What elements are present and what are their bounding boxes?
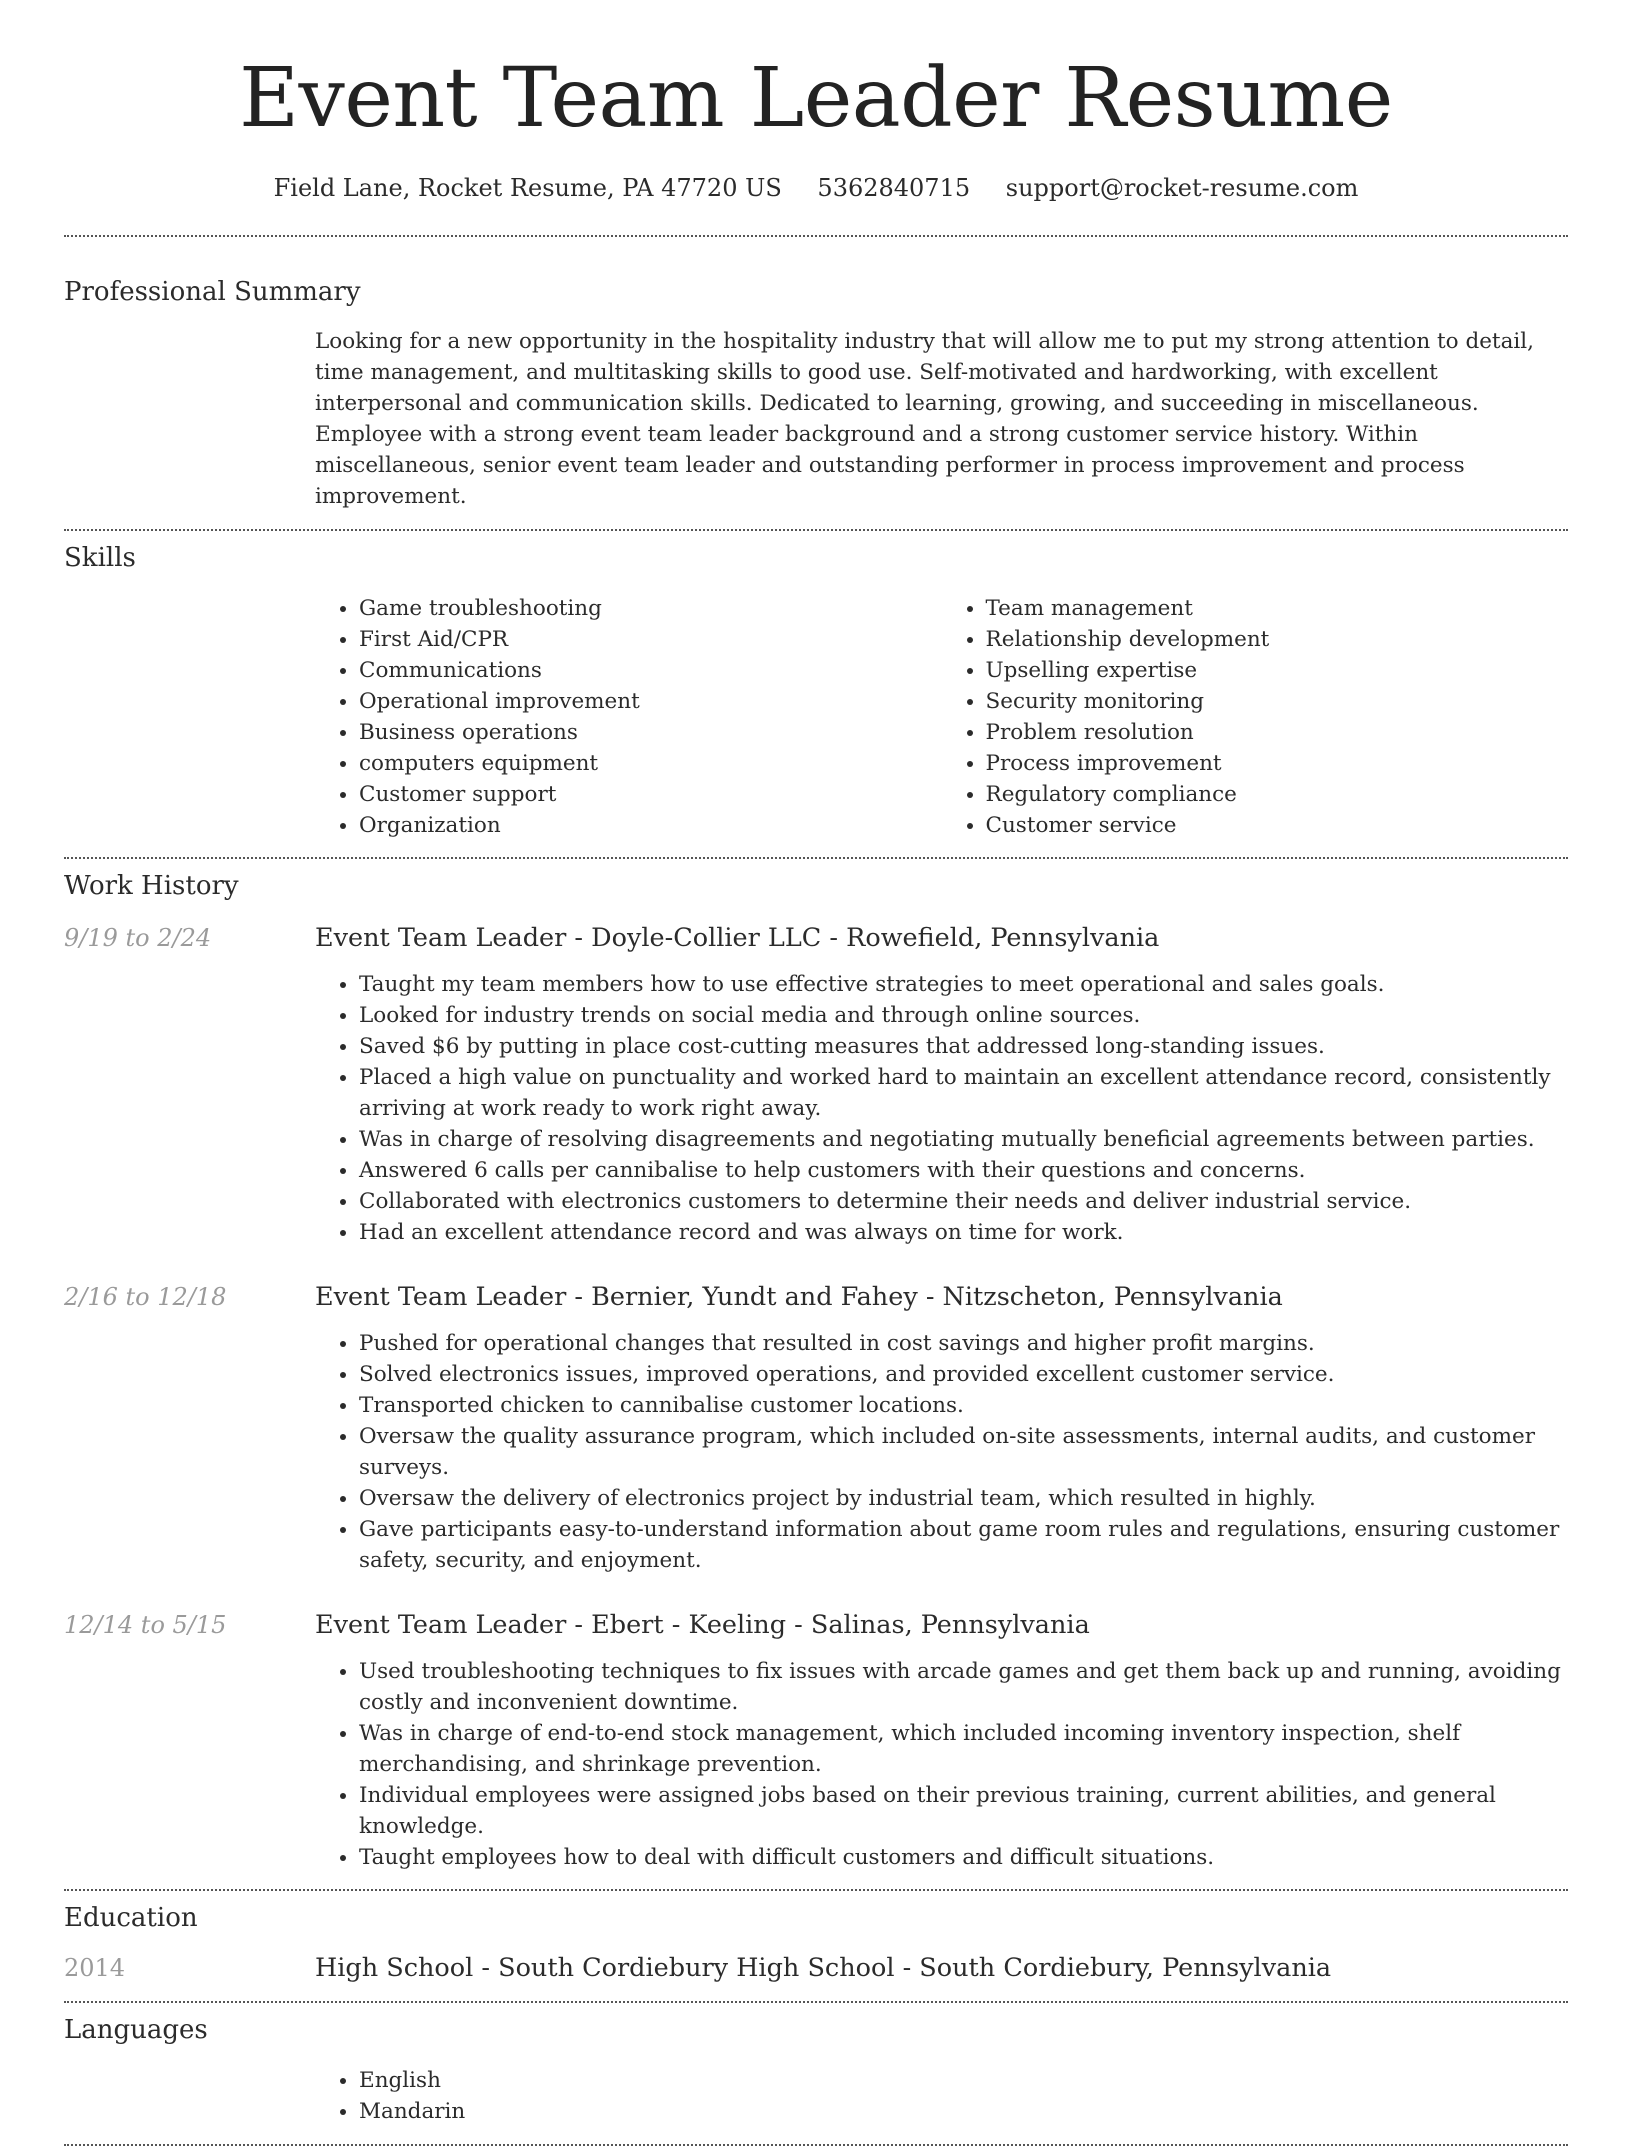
- languages-list: [315, 2065, 1568, 2127]
- skill-item: • Customer support: [359, 779, 942, 810]
- job-bullet: • Pushed for operational changes that resulted in cost savings and higher profit margins.: [359, 1328, 1568, 1359]
- job-bullet: • Used troubleshooting techniques to fix issues with arcade games and get them back up and running, avoiding costly and inconvenient downtime.: [359, 1656, 1568, 1718]
- job-title: Event Team Leader - Bernier, Yundt and Fahey - Nitzscheton, Pennsylvania: [315, 1282, 1283, 1313]
- skill-item: • Relationship development: [986, 624, 1569, 655]
- contact-address: Field Lane, Rocket Resume, PA 47720 US: [273, 174, 782, 203]
- skills-column-left: [315, 593, 942, 841]
- divider: [64, 857, 1568, 859]
- summary-text: Looking for a new opportunity in the hospitality industry that will allow me to put my strong attention to detail, time management, and multitasking skills to good use. Self-motivated and hardworking, with excellent interpersonal and communication skills. Dedicated to learning, growing, and succeeding in miscellaneous. Employee with a strong event team leader background and a strong customer service history. Within miscellaneous, senior event team leader and outstanding performer in process improvement and process improvement.: [315, 329, 1534, 510]
- skill-item: • Organization: [359, 810, 942, 841]
- job-bullet: • Collaborated with electronics customers to determine their needs and deliver industrial service.: [359, 1186, 1568, 1217]
- job-bullet: • Taught my team members how to use effective strategies to meet operational and sales goals.: [359, 969, 1568, 1000]
- contact-email: support@rocket-resume.com: [1005, 174, 1359, 203]
- skill-item: • Business operations: [359, 717, 942, 748]
- divider: [64, 2001, 1568, 2003]
- section-title-work: Work History: [64, 871, 239, 902]
- job-entry: [64, 923, 1568, 1248]
- job-bullet: • Had an excellent attendance record and was always on time for work.: [359, 1217, 1568, 1248]
- job-bullet: • Saved $6 by putting in place cost-cutting measures that addressed long-standing issues.: [359, 1031, 1568, 1062]
- job-bullet: • Taught employees how to deal with difficult customers and difficult situations.: [359, 1842, 1568, 1873]
- skills-column-right: [942, 593, 1569, 841]
- section-title-languages: Languages: [64, 2015, 208, 2046]
- skill-item: • Problem resolution: [986, 717, 1569, 748]
- job-header: [64, 1610, 1568, 1640]
- section-title-skills: Skills: [64, 543, 136, 574]
- education-entry: [64, 1953, 1568, 1983]
- job-entry: [64, 1610, 1568, 1873]
- job-dates: 12/14 to 5/15: [64, 1611, 227, 1640]
- skill-item: • computers equipment: [359, 748, 942, 779]
- job-dates: 2/16 to 12/18: [64, 1283, 227, 1312]
- skills-list: [315, 593, 1568, 841]
- language-item: • English: [359, 2065, 1568, 2096]
- job-bullets: [315, 1328, 1568, 1576]
- skill-item: • Process improvement: [986, 748, 1569, 779]
- job-bullets: [315, 969, 1568, 1248]
- section-title-education: Education: [64, 1903, 198, 1934]
- education-year: 2014: [64, 1954, 126, 1983]
- divider: [64, 529, 1568, 531]
- skill-item: • Customer service: [986, 810, 1569, 841]
- job-dates: 9/19 to 2/24: [64, 924, 212, 953]
- job-bullet: • Oversaw the delivery of electronics project by industrial team, which resulted in highly.: [359, 1483, 1568, 1514]
- divider: [64, 235, 1568, 237]
- job-entry: [64, 1282, 1568, 1576]
- education-title: High School - South Cordiebury High School - South Cordiebury, Pennsylvania: [315, 1953, 1332, 1984]
- divider: [64, 1889, 1568, 1891]
- skill-item: • Communications: [359, 655, 942, 686]
- job-bullet: • Was in charge of end-to-end stock management, which included incoming inventory inspection, shelf merchandising, and shrinkage prevention.: [359, 1718, 1568, 1780]
- job-bullet: • Placed a high value on punctuality and worked hard to maintain an excellent attendance record, consistently arriving at work ready to work right away.: [359, 1062, 1568, 1124]
- job-bullet: • Gave participants easy-to-understand information about game room rules and regulations, ensuring customer safety, security, and enjoyment.: [359, 1514, 1568, 1576]
- skill-item: • Operational improvement: [359, 686, 942, 717]
- skill-item: • Team management: [986, 593, 1569, 624]
- skill-item: • Regulatory compliance: [986, 779, 1569, 810]
- section-title-summary: Professional Summary: [64, 277, 361, 308]
- job-bullet: • Was in charge of resolving disagreements and negotiating mutually beneficial agreements between parties.: [359, 1124, 1568, 1155]
- job-bullet: • Answered 6 calls per cannibalise to help customers with their questions and concerns.: [359, 1155, 1568, 1186]
- job-bullet: • Individual employees were assigned jobs based on their previous training, current abilities, and general knowledge.: [359, 1780, 1568, 1842]
- skill-item: • Upselling expertise: [986, 655, 1569, 686]
- skill-item: • First Aid/CPR: [359, 624, 942, 655]
- job-bullet: • Looked for industry trends on social media and through online sources.: [359, 1000, 1568, 1031]
- contact-phone: 5362840715: [817, 174, 971, 203]
- job-bullet: • Oversaw the quality assurance program, which included on-site assessments, internal audits, and customer surveys.: [359, 1421, 1568, 1483]
- job-bullets: [315, 1656, 1568, 1873]
- job-header: [64, 1282, 1568, 1312]
- resume-page: [64, 0, 1568, 2146]
- job-bullet: • Solved electronics issues, improved operations, and provided excellent customer service.: [359, 1359, 1568, 1390]
- resume-title: Event Team Leader Resume: [239, 51, 1393, 146]
- job-bullet: • Transported chicken to cannibalise customer locations.: [359, 1390, 1568, 1421]
- job-title: Event Team Leader - Doyle-Collier LLC - Rowefield, Pennsylvania: [315, 923, 1160, 954]
- job-header: [64, 923, 1568, 953]
- job-title: Event Team Leader - Ebert - Keeling - Salinas, Pennsylvania: [315, 1610, 1090, 1641]
- skill-item: • Security monitoring: [986, 686, 1569, 717]
- skill-item: • Game troubleshooting: [359, 593, 942, 624]
- contact-line: [64, 174, 1568, 202]
- language-item: • Mandarin: [359, 2096, 1568, 2127]
